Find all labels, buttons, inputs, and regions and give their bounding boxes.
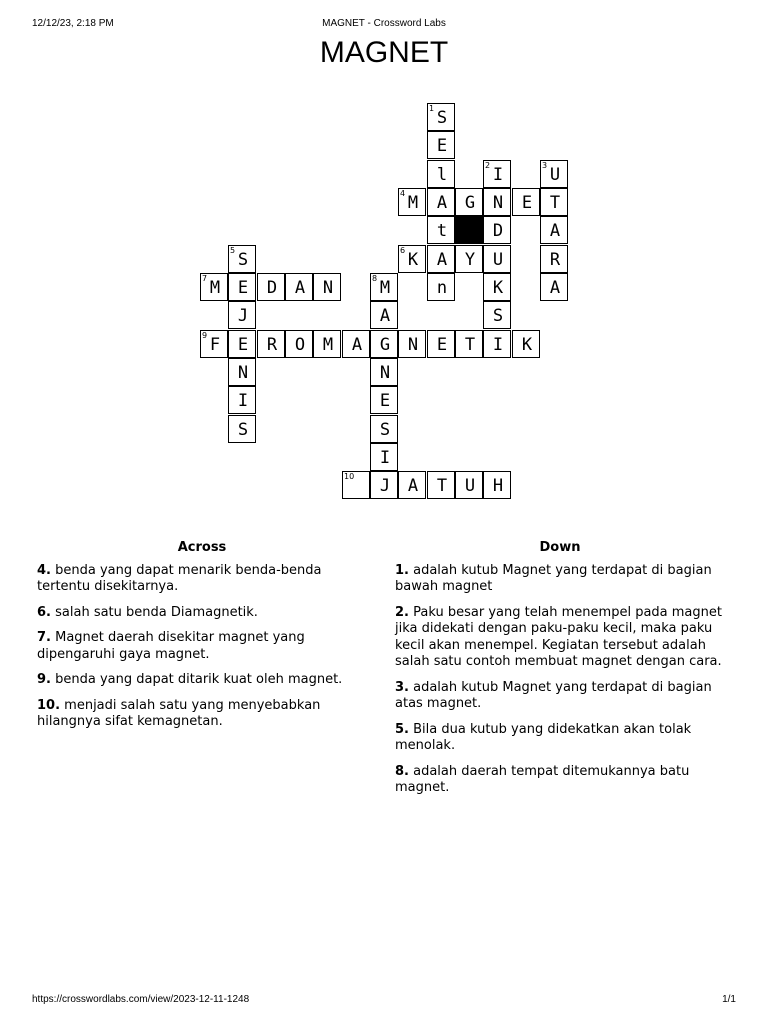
- grid-cell[interactable]: [370, 471, 398, 499]
- grid-cell[interactable]: [427, 330, 455, 358]
- grid-cell[interactable]: [370, 443, 398, 471]
- clue-number: 2.: [395, 604, 409, 620]
- clue-across-6: [37, 605, 367, 622]
- cell-letter: K: [407, 250, 419, 270]
- grid-cell[interactable]: [483, 216, 511, 244]
- cell-letter: I: [379, 448, 391, 468]
- cell-letter: A: [436, 193, 448, 213]
- clue-number: 3.: [395, 679, 409, 695]
- cell-letter: G: [379, 335, 391, 355]
- grid-cell[interactable]: [427, 245, 455, 273]
- clue-number: 7.: [37, 630, 51, 645]
- cell-letter: H: [492, 476, 504, 496]
- cell-letter: N: [237, 363, 249, 383]
- cell-letter: R: [266, 335, 278, 355]
- clue-number-label: 6: [400, 246, 406, 255]
- clue-text: benda yang dapat ditarik kuat oleh magnet.: [55, 672, 343, 687]
- print-page-title: MAGNET - Crossword Labs: [322, 18, 446, 29]
- grid-cell[interactable]: [455, 471, 483, 499]
- grid-cell[interactable]: [540, 216, 568, 244]
- clue-number: 9.: [37, 672, 51, 687]
- grid-cell[interactable]: [370, 386, 398, 414]
- clue-number: 4.: [37, 562, 51, 578]
- print-date: 12/12/23, 2:18 PM: [32, 18, 114, 29]
- cell-letter: R: [549, 250, 561, 270]
- grid-cell[interactable]: [483, 330, 511, 358]
- grid-cell[interactable]: [257, 273, 285, 301]
- page-url: https://crosswordlabs.com/view/2023-12-11-1248: [32, 994, 250, 1005]
- clue-text: Magnet daerah disekitar magnet yang dipengaruhi gaya magnet.: [37, 630, 305, 662]
- clue-number: 10.: [37, 697, 61, 713]
- cell-letter: T: [464, 335, 476, 355]
- across-heading: Across: [177, 540, 227, 555]
- cell-letter: A: [351, 335, 363, 355]
- cell-letter: t: [436, 221, 448, 241]
- clue-number-label: 2: [485, 161, 491, 170]
- cell-letter: S: [436, 108, 448, 128]
- cell-letter: A: [379, 306, 391, 326]
- grid-cell[interactable]: [427, 273, 455, 301]
- grid-cell[interactable]: [427, 188, 455, 216]
- cell-letter: U: [464, 476, 476, 496]
- clue-across-4: [37, 563, 367, 596]
- page-number: 1/1: [722, 994, 736, 1005]
- grid-cell[interactable]: [200, 330, 228, 358]
- grid-cell[interactable]: [540, 160, 568, 188]
- grid-cell[interactable]: [370, 301, 398, 329]
- grid-cell[interactable]: [342, 471, 370, 499]
- grid-cell[interactable]: [313, 273, 341, 301]
- clue-number: 5.: [395, 721, 409, 737]
- grid-cell[interactable]: [370, 273, 398, 301]
- cell-letter: S: [379, 420, 391, 440]
- cell-letter: A: [549, 221, 561, 241]
- cell-letter: I: [492, 165, 504, 185]
- grid-cell[interactable]: [228, 415, 256, 443]
- grid-cell[interactable]: [228, 358, 256, 386]
- grid-cell[interactable]: [398, 330, 426, 358]
- clue-number-label: 5: [230, 246, 236, 255]
- cell-letter: N: [322, 278, 334, 298]
- cell-letter: N: [407, 335, 419, 355]
- cell-letter: N: [492, 193, 504, 213]
- print-footer: [0, 994, 768, 1008]
- grid-cell[interactable]: [483, 301, 511, 329]
- grid-cell[interactable]: [398, 188, 426, 216]
- cell-letter: A: [294, 278, 306, 298]
- grid-cell[interactable]: [483, 188, 511, 216]
- grid-cell[interactable]: [285, 273, 313, 301]
- cell-letter: M: [209, 278, 221, 298]
- grid-cell[interactable]: [483, 273, 511, 301]
- cell-letter: T: [436, 476, 448, 496]
- cell-letter: A: [436, 250, 448, 270]
- cell-letter: O: [294, 335, 306, 355]
- clue-text: benda yang dapat menarik benda-benda tertentu disekitarnya.: [37, 562, 322, 594]
- grid-cell[interactable]: [228, 273, 256, 301]
- grid-cell[interactable]: [257, 330, 285, 358]
- cell-letter: E: [237, 278, 249, 298]
- cell-letter: T: [549, 193, 561, 213]
- cell-letter: K: [492, 278, 504, 298]
- clue-text: adalah kutub Magnet yang terdapat di bagian bawah magnet: [395, 562, 712, 594]
- clue-text: Bila dua kutub yang didekatkan akan tolak menolak.: [395, 721, 692, 753]
- grid-cell[interactable]: [427, 131, 455, 159]
- grid-cell[interactable]: [540, 245, 568, 273]
- clue-number-label: 10: [344, 472, 355, 481]
- down-heading: Down: [539, 540, 581, 555]
- grid-cell[interactable]: [228, 245, 256, 273]
- grid-cell[interactable]: [455, 188, 483, 216]
- grid-cell[interactable]: [313, 330, 341, 358]
- clue-down-3: [395, 680, 725, 713]
- grid-cell[interactable]: [483, 160, 511, 188]
- clue-down-1: [395, 563, 725, 596]
- down-clues: [395, 540, 725, 806]
- cell-letter: F: [209, 335, 221, 355]
- grid-cell[interactable]: [285, 330, 313, 358]
- clue-down-8: [395, 764, 725, 797]
- clue-text: Paku besar yang telah menempel pada magnet jika didekati dengan paku-paku kecil, maka paku kecil akan menempel. Kegiatan tersebut adalah salah satu contoh membuat magnet dengan cara.: [395, 604, 722, 669]
- clue-number-label: 8: [372, 274, 378, 283]
- grid-cell[interactable]: [540, 273, 568, 301]
- cell-letter: U: [492, 250, 504, 270]
- grid-cell[interactable]: [370, 358, 398, 386]
- clue-number-label: 1: [429, 104, 435, 113]
- clue-across-9: [37, 672, 367, 689]
- grid-cell[interactable]: [455, 245, 483, 273]
- cell-letter: E: [521, 193, 533, 213]
- cell-letter: S: [237, 420, 249, 440]
- clue-down-2: [395, 605, 725, 671]
- clue-across-7: [37, 630, 367, 663]
- grid-cell[interactable]: [342, 330, 370, 358]
- cell-letter: M: [379, 278, 391, 298]
- grid-cell[interactable]: [398, 245, 426, 273]
- clue-text: salah satu benda Diamagnetik.: [55, 604, 258, 620]
- cell-letter: M: [407, 193, 419, 213]
- cell-letter: J: [237, 306, 249, 326]
- clue-text: menjadi salah satu yang menyebabkan hilangnya sifat kemagnetan.: [37, 697, 321, 729]
- cell-letter: n: [436, 278, 448, 298]
- grid-cell[interactable]: [540, 188, 568, 216]
- cell-letter: I: [237, 391, 249, 411]
- cell-letter: D: [492, 221, 504, 241]
- cell-letter: E: [379, 391, 391, 411]
- grid-cell[interactable]: [427, 471, 455, 499]
- clue-number-label: 3: [542, 161, 548, 170]
- grid-cell[interactable]: [370, 415, 398, 443]
- cell-letter: A: [549, 278, 561, 298]
- clue-number: 6.: [37, 604, 51, 620]
- clue-text: adalah kutub Magnet yang terdapat di bagian atas magnet.: [395, 679, 712, 711]
- clue-number-label: 7: [202, 274, 208, 283]
- grid-cell[interactable]: [512, 330, 540, 358]
- cell-letter: E: [436, 136, 448, 156]
- blocked-cell: [455, 216, 483, 244]
- clue-down-5: [395, 722, 725, 755]
- grid-cell[interactable]: [512, 188, 540, 216]
- grid-cell[interactable]: [228, 386, 256, 414]
- cell-letter: I: [492, 335, 504, 355]
- cell-letter: K: [521, 335, 533, 355]
- grid-cell[interactable]: [200, 273, 228, 301]
- clue-text: adalah daerah tempat ditemukannya batu magnet.: [395, 763, 690, 795]
- cell-letter: G: [464, 193, 476, 213]
- cell-letter: D: [266, 278, 278, 298]
- cell-letter: U: [549, 165, 561, 185]
- cell-letter: E: [237, 335, 249, 355]
- grid-cell[interactable]: [228, 301, 256, 329]
- cell-letter: N: [379, 363, 391, 383]
- clue-number-label: 9: [202, 331, 208, 340]
- grid-cell[interactable]: [370, 330, 398, 358]
- cell-letter: S: [237, 250, 249, 270]
- page-title: MAGNET: [319, 36, 449, 69]
- cell-letter: l: [436, 165, 448, 185]
- grid-cell[interactable]: [398, 471, 426, 499]
- grid-cell[interactable]: [483, 245, 511, 273]
- cell-letter: J: [379, 476, 391, 496]
- cell-letter: E: [436, 335, 448, 355]
- cell-letter: Y: [464, 250, 476, 270]
- grid-cell[interactable]: [427, 216, 455, 244]
- grid-cell[interactable]: [228, 330, 256, 358]
- cell-letter: S: [492, 306, 504, 326]
- grid-cell[interactable]: [483, 471, 511, 499]
- grid-cell[interactable]: [427, 103, 455, 131]
- cell-letter: A: [407, 476, 419, 496]
- cell-letter: M: [322, 335, 334, 355]
- clue-number-label: 4: [400, 189, 406, 198]
- clue-number: 1.: [395, 562, 409, 578]
- grid-cell[interactable]: [427, 160, 455, 188]
- grid-cell[interactable]: [455, 330, 483, 358]
- clue-across-10: [37, 698, 367, 731]
- clue-number: 8.: [395, 763, 409, 779]
- across-clues: [37, 540, 367, 740]
